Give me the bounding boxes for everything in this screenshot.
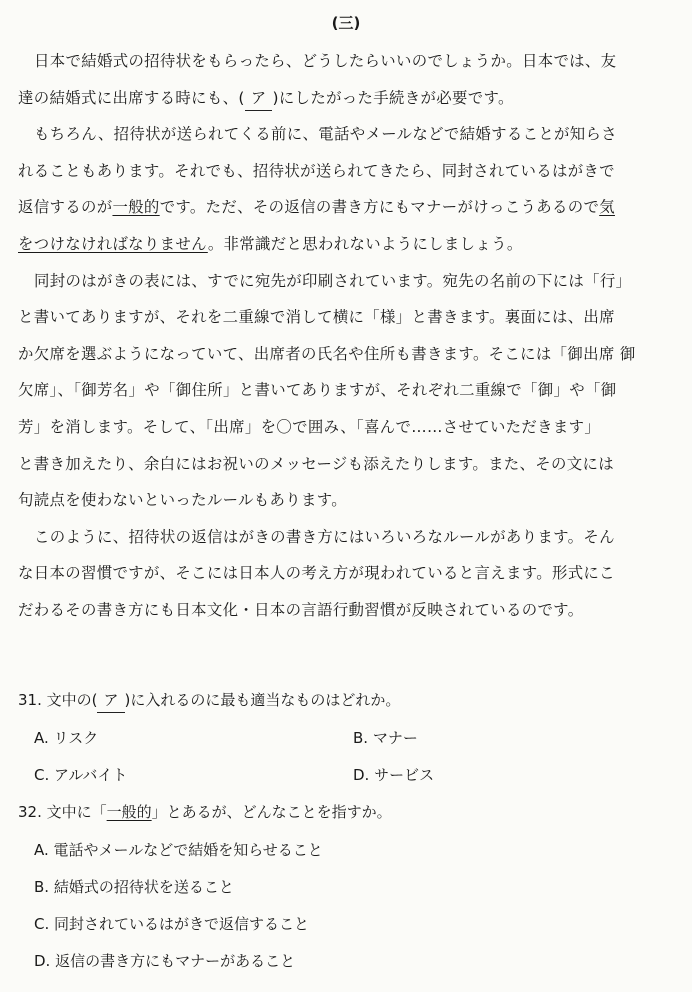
passage-line — [18, 49, 672, 86]
question-32-options-row — [18, 949, 678, 986]
passage-text: もちろん、招待状が送られてくる前に、電話やメールなどで結婚することが知らさ — [34, 125, 618, 144]
questions — [18, 688, 678, 986]
passage-text: 日本で結婚式の招待状をもらったら、どうしたらいいのでしょうか。日本では、友 — [34, 52, 617, 70]
passage-text: 欠席」、「御芳名」や「御住所」と書いてありますが、それぞれ二重線で「御」や「御 — [18, 381, 617, 400]
question-32-underlined-term: 一般的 — [106, 803, 152, 821]
passage-line — [18, 378, 672, 415]
passage-text: 。非常識だと思われないようにしましょう。 — [207, 234, 523, 253]
passage-line — [18, 525, 672, 562]
passage-line: 達の結婚式に出席する時にも、( ア )にしたがった手続きが必要です。 — [18, 86, 672, 123]
question-31-option-a[interactable]: A. リスク — [34, 729, 99, 747]
reading-passage — [18, 49, 672, 635]
passage-text: だわるその書き方にも日本文化・日本の言語行動習慣が反映されているのです。 — [18, 600, 584, 619]
question-32-stem — [18, 800, 678, 838]
question-32-options-row — [18, 912, 678, 949]
underlined-phrase-end: をつけなければなりません — [18, 234, 208, 253]
underlined-term-ippanteki: 一般的 — [112, 198, 160, 217]
passage-line — [18, 598, 672, 635]
passage-line — [18, 159, 672, 196]
passage-line — [18, 415, 672, 452]
section-title: (三) — [331, 14, 361, 32]
passage-text: このように、招待状の返信はがきの書き方にはいろいろなルールがあります。そん — [34, 527, 615, 546]
question-text: 」とあるが、どんなことを指すか。 — [151, 803, 392, 821]
passage-line — [18, 232, 672, 269]
question-31-stem — [18, 688, 678, 726]
question-32-option-d[interactable]: D. 返信の書き方にもマナーがあること — [34, 952, 296, 970]
passage-line — [18, 195, 672, 232]
question-text: 32. 文中に「 — [18, 803, 107, 821]
question-31-option-c[interactable]: C. アルバイト — [34, 766, 128, 784]
passage-text: か欠席を選ぶようになっていて、出席者の氏名や住所も書きます。そこには「御出席 御 — [18, 344, 636, 363]
question-31-options-row — [18, 726, 678, 763]
passage-line — [18, 452, 672, 489]
question-32-option-c[interactable]: C. 同封されているはがきで返信すること — [34, 915, 310, 933]
question-31-option-b[interactable]: B. マナー — [353, 729, 418, 747]
passage-line — [18, 122, 672, 159]
question-32-option-a[interactable]: A. 電話やメールなどで結婚を知らせること — [34, 841, 323, 859]
question-31-option-d[interactable]: D. サービス — [353, 766, 435, 784]
blank-a: ア — [245, 86, 273, 111]
passage-text: 芳」を消します。そして、「出席」を〇で囲み、「喜んで……させていただきます」 — [18, 417, 601, 436]
passage-line — [18, 561, 672, 598]
question-32-options-row — [18, 838, 678, 875]
question-text: )に入れるのに最も適当なものはどれか。 — [124, 691, 401, 709]
passage-line — [18, 488, 672, 525]
question-31-options-row — [18, 763, 678, 800]
passage-line — [18, 269, 672, 306]
underlined-phrase-start: 気 — [599, 198, 615, 217]
passage-text: 同封のはがきの表には、すでに宛先が印刷されています。宛先の名前の下には「行」 — [34, 271, 632, 290]
passage-text: です。ただ、その返信の書き方にもマナーがけっこうあるので — [159, 198, 600, 217]
passage-text: 句読点を使わないといったルールもあります。 — [18, 491, 348, 510]
passage-text: と書き加えたり、余白にはお祝いのメッセージも添えたりします。また、その文には — [18, 454, 614, 473]
question-32-options-row — [18, 875, 678, 912]
passage-line — [18, 305, 672, 342]
question-32-option-b[interactable]: B. 結婚式の招待状を送ること — [34, 878, 234, 896]
passage-text: 返信するのが — [18, 198, 113, 217]
passage-line — [18, 342, 672, 379]
question-text: 31. 文中の( — [18, 691, 98, 709]
passage-text: にしたがった手続きが必要です。 — [278, 88, 514, 107]
question-31-blank: ア — [97, 688, 124, 713]
passage-text: と書いてありますが、それを二重線で消して横に「様」と書きます。裏面には、出席 — [18, 308, 615, 327]
passage-text: れることもあります。それでも、招待状が送られてきたら、同封されているはがきで — [18, 161, 615, 180]
passage-text: 達の結婚式に出席する時にも、 — [18, 88, 239, 107]
passage-text: な日本の習慣ですが、そこには日本人の考え方が現われていると言えます。形式にこ — [18, 564, 615, 583]
